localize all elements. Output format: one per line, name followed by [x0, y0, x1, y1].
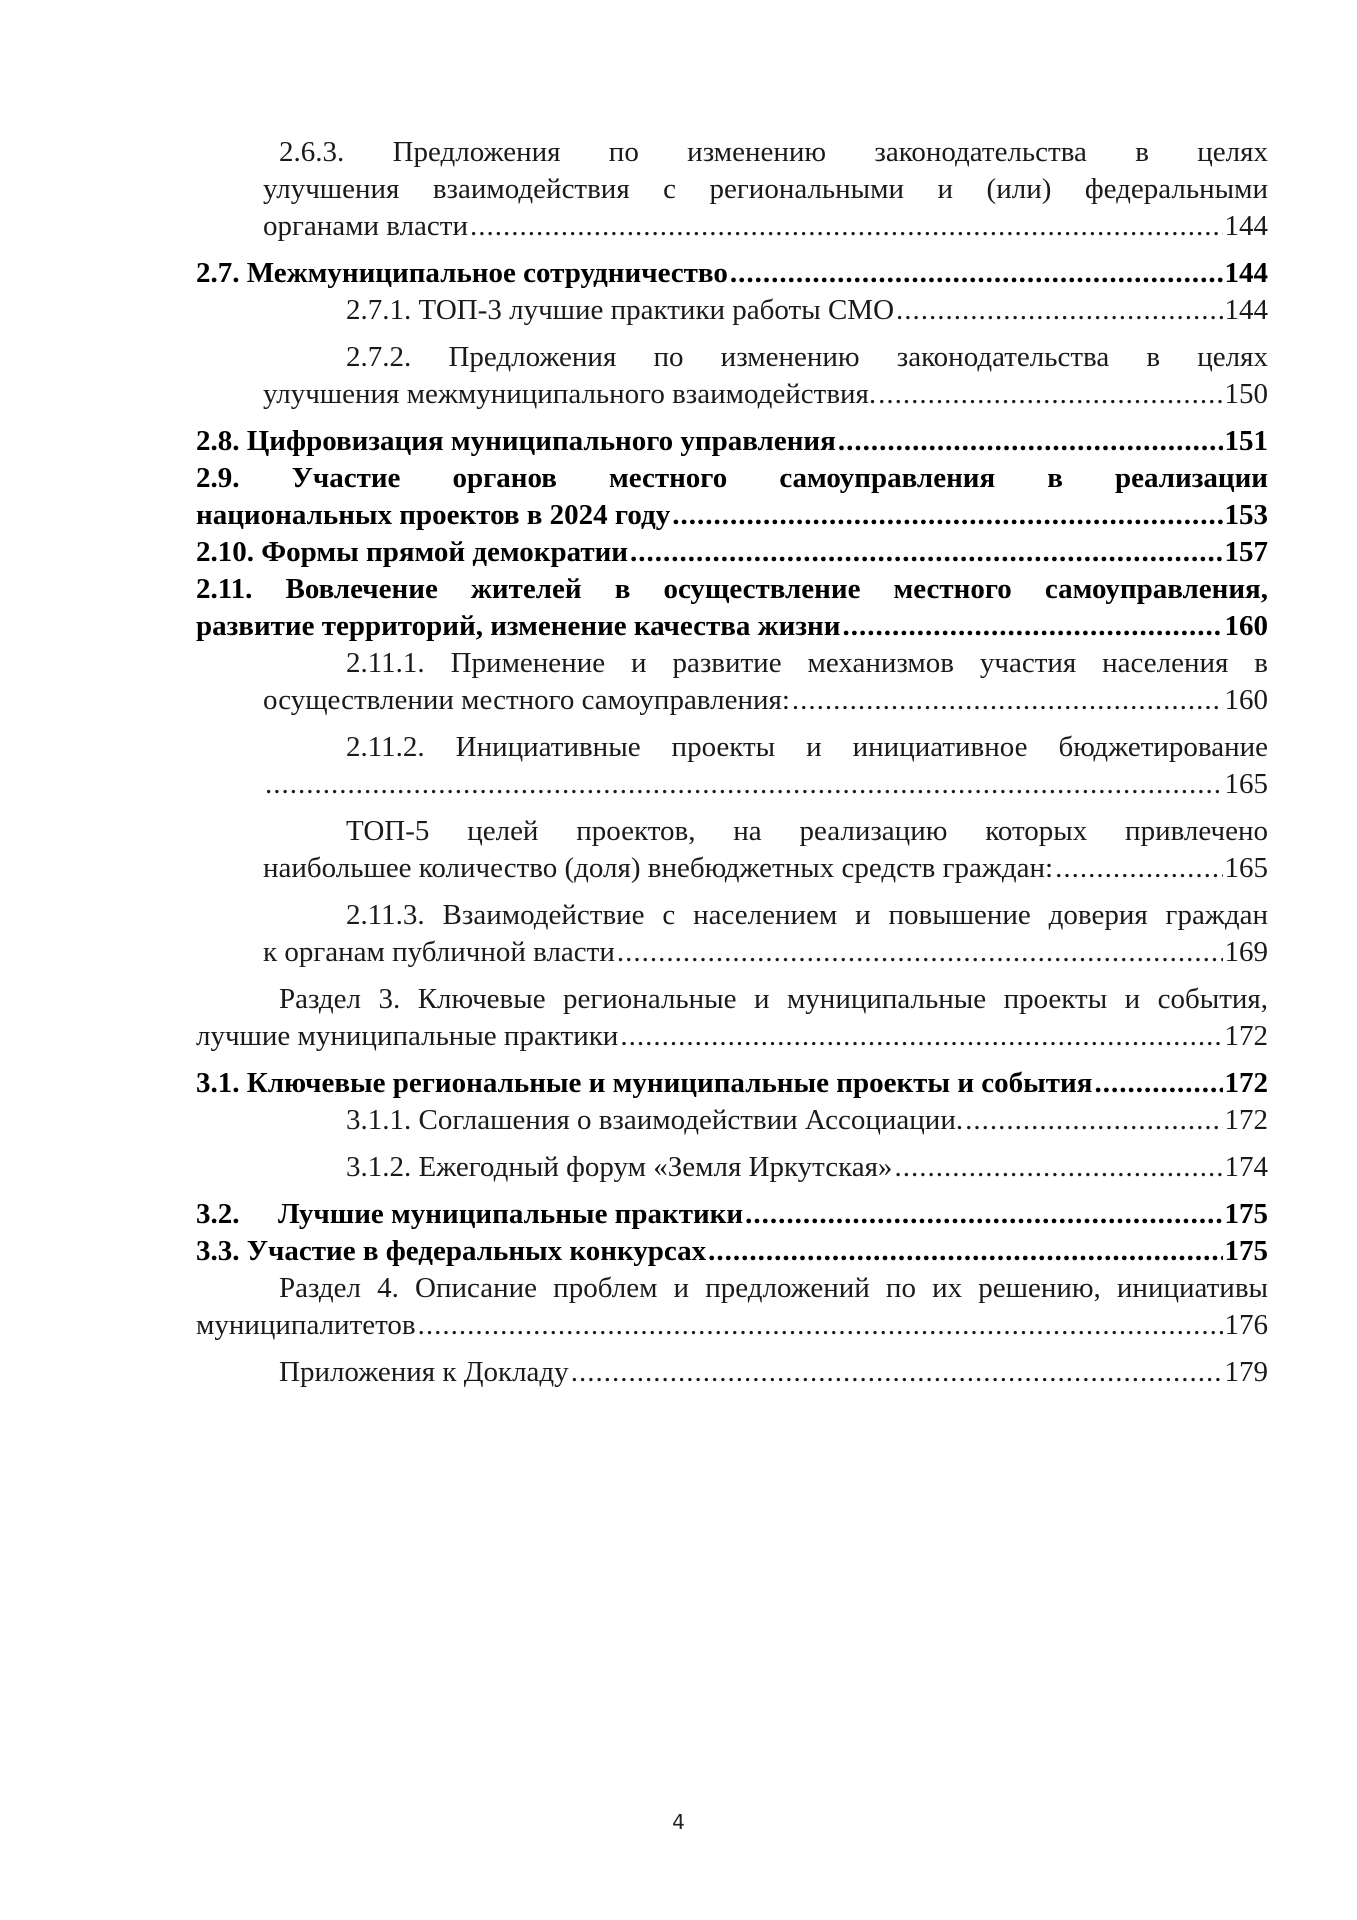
leader-dots: [672, 497, 1222, 534]
toc-page-number: 160: [1224, 684, 1268, 716]
toc-entry-text: лучшие муниципальные практики: [196, 1020, 619, 1052]
toc-entry-section-4[interactable]: [196, 1270, 1268, 1344]
toc-entry-appendices[interactable]: [196, 1354, 1268, 1391]
leader-dots: [842, 608, 1222, 645]
toc-entry-text: 2.8. Цифровизация муниципального управления: [196, 425, 836, 457]
toc-entry-text: 2.11.2. Инициативные проекты и инициативное бюджетирование: [346, 731, 1268, 763]
toc-entry-3-1[interactable]: [196, 1065, 1268, 1102]
toc-entry-text: 2.11. Вовлечение жителей в осуществление местного самоуправления,: [196, 573, 1268, 605]
toc-page-number: 144: [1224, 257, 1268, 289]
toc-entry-text: улучшения взаимодействия с региональными и (или) федеральными: [263, 173, 1268, 205]
toc-entry-text: 2.7.2. Предложения по изменению законодательства в целях: [346, 341, 1268, 373]
toc-page-number: 172: [1224, 1020, 1268, 1052]
leader-dots: [630, 534, 1222, 571]
toc-entry-3-3[interactable]: [196, 1233, 1268, 1270]
toc-entry-text: 3.1.1. Соглашения о взаимодействии Ассоциации.: [346, 1104, 964, 1136]
toc-page-number: 144: [1224, 294, 1268, 326]
toc-entry-text: развитие территорий, изменение качества жизни: [196, 610, 841, 642]
toc-entry-text: 2.9. Участие органов местного самоуправления в реализации: [196, 462, 1268, 494]
toc-page-number: 157: [1224, 536, 1268, 568]
toc-entry-2-11-1[interactable]: [196, 645, 1268, 719]
toc-entry-number: 3.2.: [196, 1198, 240, 1230]
toc-entry-text: 2.11.3. Взаимодействие с населением и повышение доверия граждан: [346, 899, 1268, 931]
toc-entry-text: улучшения межмуниципального взаимодействия.: [263, 378, 877, 410]
toc-entry-text: 2.11.1. Применение и развитие механизмов участия населения в: [346, 647, 1268, 679]
toc-entry-text: ТОП-5 целей проектов, на реализацию которых привлечено: [346, 815, 1268, 847]
toc-entry-text: Приложения к Докладу: [279, 1356, 569, 1388]
toc-page-number: 172: [1224, 1067, 1268, 1099]
toc-entry-text: 2.7. Межмуниципальное сотрудничество: [196, 257, 728, 289]
toc-entry-text: 2.6.3. Предложения по изменению законодательства в целях: [279, 136, 1268, 168]
toc-entry-text: национальных проектов в 2024 году: [196, 499, 671, 531]
leader-dots: [470, 208, 1223, 245]
toc-entry-2-11-2[interactable]: [196, 729, 1268, 803]
leader-dots: [620, 1018, 1222, 1055]
toc-page-number: 151: [1224, 425, 1268, 457]
toc-entry-2-7-1[interactable]: [196, 292, 1268, 329]
toc-entry-2-10[interactable]: [196, 534, 1268, 571]
toc-entry-2-11[interactable]: [196, 571, 1268, 645]
leader-dots: [730, 255, 1223, 292]
leader-dots: [708, 1233, 1222, 1270]
toc-page-number: 174: [1224, 1151, 1268, 1183]
leader-dots: [1094, 1065, 1222, 1102]
toc-page-number: 144: [1224, 210, 1268, 242]
toc-entry-2-7-2[interactable]: [196, 339, 1268, 413]
toc-page-number: 172: [1224, 1104, 1268, 1136]
toc-entry-text: Раздел 3. Ключевые региональные и муниципальные проекты и события,: [279, 983, 1268, 1015]
leader-dots: [571, 1354, 1223, 1391]
toc-page-number: 176: [1224, 1309, 1268, 1341]
toc-entry-text: наибольшее количество (доля) внебюджетных средств граждан:: [263, 852, 1054, 884]
leader-dots: [878, 376, 1222, 413]
toc-page-number: 179: [1224, 1356, 1268, 1388]
toc-entry-text: 2.10. Формы прямой демократии: [196, 536, 629, 568]
leader-dots: [418, 1307, 1223, 1344]
leader-dots: [265, 766, 1223, 803]
toc-page-number: 175: [1224, 1198, 1268, 1230]
toc-entry-2-11-3[interactable]: [196, 897, 1268, 971]
toc-entry-2-9[interactable]: [196, 460, 1268, 534]
toc-page-number: 165: [1224, 768, 1268, 800]
leader-dots: [896, 292, 1222, 329]
toc-page-number: 175: [1224, 1235, 1268, 1267]
toc-entry-text: муниципалитетов: [196, 1309, 416, 1341]
leader-dots: [894, 1149, 1222, 1186]
toc-entry-2-7[interactable]: [196, 255, 1268, 292]
toc-entry-text: 2.7.1. ТОП-3 лучшие практики работы СМО: [346, 294, 895, 326]
toc-entry-2-6-3[interactable]: [196, 134, 1268, 245]
toc-page-number: 160: [1224, 610, 1268, 642]
toc-entry-3-1-2[interactable]: [196, 1149, 1268, 1186]
toc-entry-text: осуществлении местного самоуправления:: [263, 684, 790, 716]
toc-entry-text: 3.3. Участие в федеральных конкурсах: [196, 1235, 707, 1267]
leader-dots: [965, 1102, 1222, 1139]
toc-entry-top5[interactable]: [196, 813, 1268, 887]
toc-entry-text: 3.1.2. Ежегодный форум «Земля Иркутская»: [346, 1151, 893, 1183]
toc-entry-3-2[interactable]: [196, 1196, 1268, 1233]
toc-page-number: 165: [1224, 852, 1268, 884]
page-number: 4: [672, 1810, 685, 1834]
toc-page-number: 169: [1224, 936, 1268, 968]
leader-dots: [838, 423, 1223, 460]
leader-dots: [745, 1196, 1222, 1233]
toc-entry-text: 3.1. Ключевые региональные и муниципальные проекты и события: [196, 1067, 1093, 1099]
toc-entry-text: к органам публичной власти: [263, 936, 615, 968]
toc-page-number: 150: [1224, 378, 1268, 410]
table-of-contents: [196, 134, 1268, 1391]
leader-dots: [792, 682, 1223, 719]
toc-entry-2-8[interactable]: [196, 423, 1268, 460]
leader-dots: [1055, 850, 1222, 887]
toc-page-number: 153: [1224, 499, 1268, 531]
toc-entry-text: органами власти: [263, 210, 468, 242]
toc-entry-section-3[interactable]: [196, 981, 1268, 1055]
toc-entry-3-1-1[interactable]: [196, 1102, 1268, 1139]
toc-entry-text: Лучшие муниципальные практики: [278, 1198, 744, 1230]
toc-entry-text: Раздел 4. Описание проблем и предложений по их решению, инициативы: [279, 1272, 1268, 1304]
leader-dots: [617, 934, 1223, 971]
